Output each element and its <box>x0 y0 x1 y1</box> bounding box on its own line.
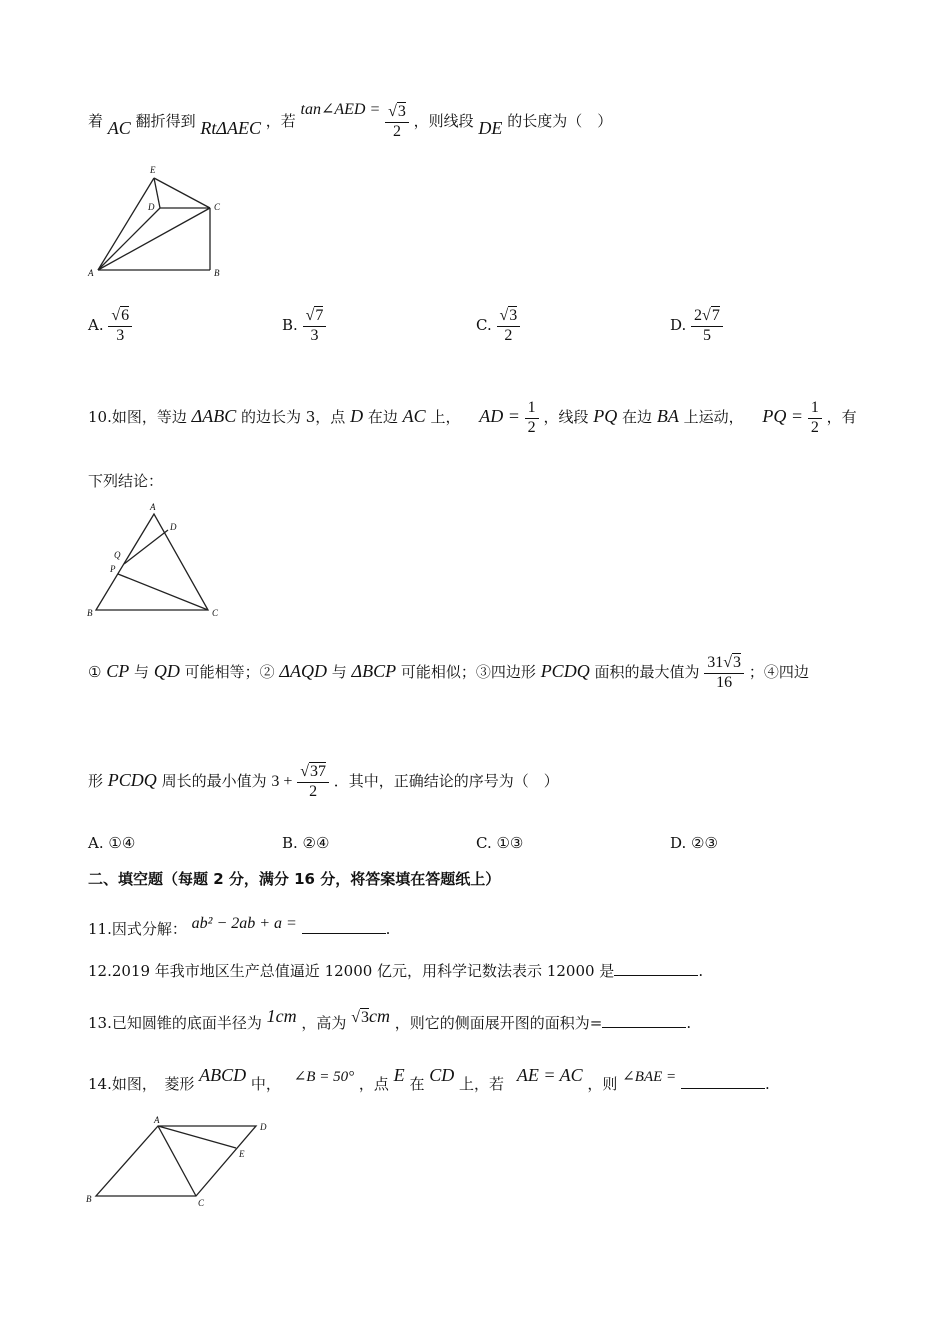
segment-pc <box>118 574 208 610</box>
q13-answer-blank[interactable] <box>602 1013 686 1028</box>
q10-stem-line1: 10.如图，等边 ΔABC 的边长为 3，点 D 在边 AC 上， AD = $\frac{1}{2}$ ，线段 PQ 在边 BA 上运动， PQ = $\frac{1}{2}$ ，有 <box>88 399 857 436</box>
q14: 14.如图， 菱形 ABCD 中， ∠B = 50° ，点 E 在 CD 上，若 AE = AC ，则 ∠BAE = . <box>88 1065 770 1093</box>
q11: 11.因式分解： ab² − 2ab + a = . <box>88 915 391 938</box>
label-a: A <box>154 1115 160 1125</box>
edge-ed <box>154 178 160 208</box>
label-b: B <box>86 1194 92 1204</box>
label-b: B <box>87 608 93 618</box>
math-tan-aed: tan∠AED = <box>300 101 381 118</box>
segment-qd <box>124 530 168 564</box>
edge-ad <box>98 208 160 270</box>
edge-ac <box>98 208 210 270</box>
q10-conclusions-line2: 形 PCDQ 周长的最小值为 3 + $\frac{√37}{2}$ ．其中，正确结论的序号为（ ） <box>88 763 559 800</box>
q10-option-d[interactable]: D. ②③ <box>670 834 718 852</box>
q10-stem-line2: 下列结论： <box>88 472 164 490</box>
label-c: C <box>198 1198 205 1208</box>
label-d: D <box>148 202 155 212</box>
segment-ac <box>158 1126 196 1196</box>
label-e: E <box>150 165 156 175</box>
label-d: D <box>260 1122 267 1132</box>
math-de: DE <box>478 118 503 138</box>
q10-conclusions-line1: ① CP 与 QD 可能相等；② ΔAQD 与 ΔBCP 可能相似；③四边形 PCDQ 面积的最大值为 $\frac{31√3}{16}$ ；④四边 <box>88 654 809 691</box>
q9-option-b[interactable]: B. $\frac{√7}{3}$ <box>282 300 326 350</box>
q14-diagram <box>84 1114 284 1210</box>
q12: 12.2019 年我市地区生产总值逼近 12000 亿元，用科学记数法表示 12000 是 . <box>88 962 704 980</box>
math-frac: $\frac{√3}{2}$ <box>385 103 409 141</box>
label-d: D <box>170 522 177 532</box>
rhombus-abcd <box>96 1126 256 1196</box>
label-a: A <box>150 502 156 512</box>
q14-answer-blank[interactable] <box>681 1074 765 1089</box>
q11-expression: ab² − 2ab + a = <box>191 915 297 932</box>
q9-option-c[interactable]: C. $\frac{√3}{2}$ <box>476 300 520 350</box>
math-ac: AC <box>107 118 131 138</box>
q9-option-a[interactable]: A. $\frac{√6}{3}$ <box>88 300 132 350</box>
label-q: Q <box>114 550 121 560</box>
label-c: C <box>214 202 221 212</box>
label-b: B <box>214 268 220 278</box>
q9-option-d[interactable]: D. $\frac{2√7}{5}$ <box>670 300 723 350</box>
q10-option-a[interactable]: A. ①④ <box>88 834 136 852</box>
math-rt-aec: RtΔAEC <box>200 118 261 138</box>
q10-option-c[interactable]: C. ①③ <box>476 834 524 852</box>
q12-answer-blank[interactable] <box>614 961 698 976</box>
label-e: E <box>239 1149 245 1159</box>
triangle-abc <box>96 514 208 610</box>
q10-option-b[interactable]: B. ②④ <box>282 834 330 852</box>
segment-ae <box>158 1126 236 1148</box>
label-a: A <box>88 268 94 278</box>
edge-ec <box>154 178 210 208</box>
label-c: C <box>212 608 219 618</box>
section-heading: 二、填空题（每题 2 分，满分 16 分，将答案填在答题纸上） <box>88 870 501 888</box>
q10-diagram <box>84 500 234 622</box>
q9-diagram <box>84 160 234 280</box>
q11-answer-blank[interactable] <box>302 919 386 934</box>
edge-ae <box>98 178 154 270</box>
q9-stem: 着 AC 翻折得到 RtΔAEC ，若 tan∠AED = $\frac{√3}{2}$ ，则线段 DE 的长度为（ ） <box>88 101 613 140</box>
q13: 13.已知圆锥的底面半径为 1cm ，高为 √3cm ，则它的侧面展开图的面积为= . <box>88 1006 692 1032</box>
label-p: P <box>110 564 116 574</box>
